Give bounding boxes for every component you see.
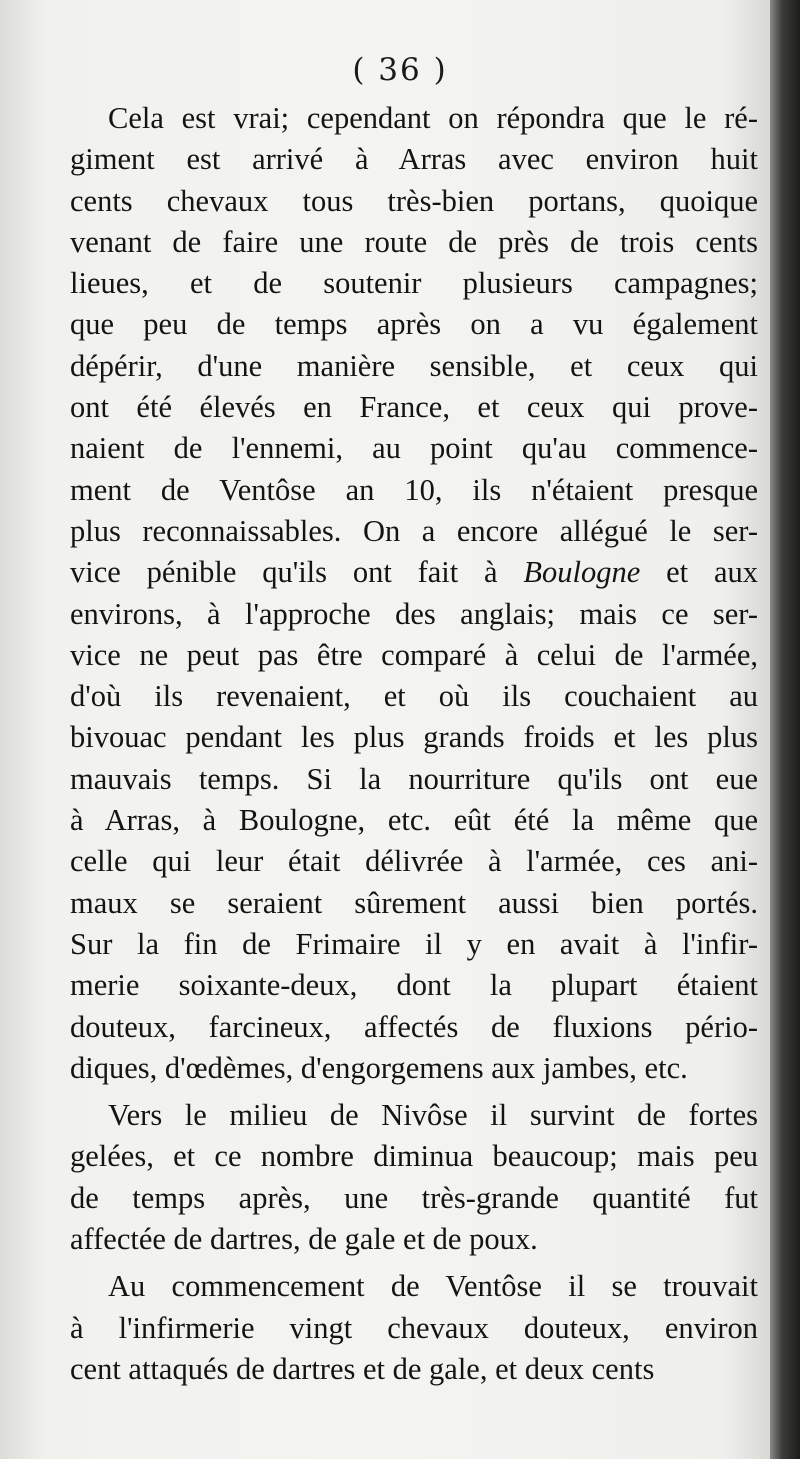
- text-line: plus reconnaissables. On a encore allégué le ser-: [70, 513, 758, 548]
- text-line: mauvais temps. Si la nourriture qu'ils ont eue: [70, 761, 758, 796]
- text-line: gelées, et ce nombre diminua beaucoup; mais peu: [70, 1139, 758, 1174]
- paragraph: [70, 1266, 758, 1390]
- page-number: ( 36 ): [352, 52, 448, 88]
- text-line: Cela est vrai; cependant on répondra que le ré-: [108, 101, 758, 135]
- text-line: Au commencement de Ventôse il se trouvait: [108, 1269, 758, 1304]
- text-line: à Arras, à Boulogne, etc. eût été la même que: [70, 803, 758, 838]
- text-line: dépérir, d'une manière sensible, et ceux qui: [70, 348, 758, 383]
- text-line: ment de Ventôse an 10, ils n'étaient presque: [70, 472, 758, 507]
- text-line: d'où ils revenaient, et où ils couchaient au: [70, 679, 758, 714]
- text-line: cents chevaux tous très-bien portans, quoique: [70, 183, 758, 218]
- text-line: bivouac pendant les plus grands froids et les plus: [70, 720, 758, 755]
- body-text: [70, 98, 758, 1390]
- book-binding-edge: [770, 0, 800, 1459]
- paragraph: [70, 1095, 758, 1260]
- text-line: merie soixante-deux, dont la plupart étaient: [70, 968, 758, 1003]
- text-line: maux se seraient sûrement aussi bien portés.: [70, 885, 758, 920]
- text-line: environs, à l'approche des anglais; mais ce ser-: [70, 596, 758, 631]
- text-line: vice pénible qu'ils ont fait à Boulogne et aux: [70, 555, 758, 590]
- text-line: affectée de dartres, de gale et de poux.: [70, 1222, 538, 1257]
- text-line: douteux, farcineux, affectés de fluxions pério-: [70, 1009, 758, 1044]
- text-line: vice ne peut pas être comparé à celui de l'armée,: [70, 637, 758, 672]
- text-line: ont été élevés en France, et ceux qui prove-: [70, 390, 758, 425]
- text-line: à l'infirmerie vingt chevaux douteux, environ: [70, 1310, 758, 1345]
- text-line: celle qui leur était délivrée à l'armée, ces ani-: [70, 844, 758, 879]
- text-line: lieues, et de soutenir plusieurs campagnes;: [70, 266, 758, 301]
- text-line: que peu de temps après on a vu également: [70, 307, 758, 342]
- text-line: venant de faire une route de près de trois cents: [70, 224, 758, 259]
- text-line: naient de l'ennemi, au point qu'au commence-: [70, 431, 758, 466]
- paragraph: [70, 98, 758, 1089]
- text-line: giment est arrivé à Arras avec environ huit: [70, 142, 758, 177]
- text-line: Vers le milieu de Nivôse il survint de fortes: [108, 1098, 758, 1133]
- text-line: Sur la fin de Frimaire il y en avait à l'infir-: [70, 926, 758, 961]
- text-line: diques, d'œdèmes, d'engorgemens aux jambes, etc.: [70, 1050, 688, 1085]
- text-line: de temps après, une très-grande quantité fut: [70, 1180, 758, 1215]
- text-line: cent attaqués de dartres et de gale, et deux cents: [70, 1351, 655, 1386]
